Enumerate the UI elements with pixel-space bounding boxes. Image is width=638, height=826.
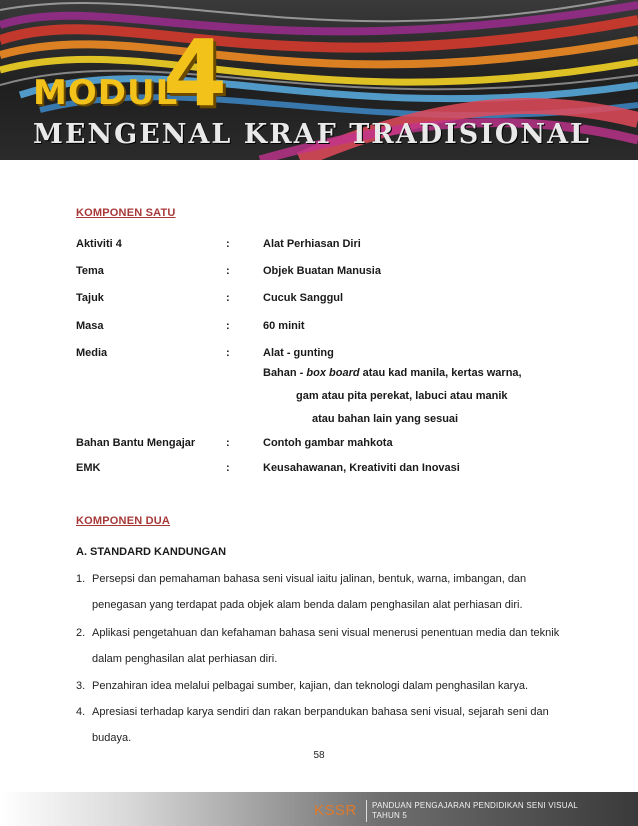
list-number: 4. <box>76 706 86 718</box>
info-value: Cucuk Sanggul <box>263 292 344 304</box>
info-colon: : <box>226 462 230 474</box>
info-label: Media <box>76 347 108 359</box>
info-row <box>76 292 596 308</box>
list-number: 1. <box>76 573 86 585</box>
header-banner <box>0 0 638 160</box>
info-row <box>76 462 596 478</box>
info-colon: : <box>226 292 230 304</box>
info-colon: : <box>226 320 230 332</box>
list-text: Penzahiran idea melalui pelbagai sumber, kajian, dan teknologi dalam penghasilan karya. <box>92 680 529 692</box>
list-number: 3. <box>76 680 86 692</box>
info-label: Bahan Bantu Mengajar <box>76 437 196 449</box>
media-continuation-line <box>263 367 522 379</box>
list-text: Apresiasi terhadap karya sendiri dan rakan berpandukan bahasa seni visual, sejarah seni dan <box>92 706 549 718</box>
info-label: EMK <box>76 462 101 474</box>
info-row <box>76 437 596 453</box>
footer-caption-line: PANDUAN PENGAJARAN PENDIDIKAN SENI VISUAL <box>372 801 578 810</box>
info-row <box>76 265 596 281</box>
module-title: MENGENAL KRAF TRADISIONAL <box>33 119 592 150</box>
info-label: Aktiviti 4 <box>76 238 122 250</box>
media-italic-text: box board <box>306 367 360 379</box>
media-continuation-line: gam atau pita perekat, labuci atau manik <box>296 390 508 402</box>
info-value: Objek Buatan Manusia <box>263 265 381 277</box>
media-continuation-line: atau bahan lain yang sesuai <box>312 413 459 425</box>
info-label: Tajuk <box>76 292 104 304</box>
list-number: 2. <box>76 627 86 639</box>
info-row <box>76 320 596 336</box>
footer-caption <box>372 801 578 821</box>
info-label: Tema <box>76 265 104 277</box>
footer-divider <box>366 800 367 822</box>
list-text: Persepsi dan pemahaman bahasa seni visual iaitu jalinan, bentuk, warna, imbangan, dan <box>92 573 527 585</box>
info-value: Contoh gambar mahkota <box>263 437 393 449</box>
list-text: dalam penghasilan alat perhiasan diri. <box>92 653 278 665</box>
section-title-komponen-dua: KOMPONEN DUA <box>76 515 171 527</box>
page-number: 58 <box>313 750 325 761</box>
info-row <box>76 238 596 254</box>
info-value: Alat - gunting <box>263 347 334 359</box>
footer-caption-line: TAHUN 5 <box>372 811 408 820</box>
info-value: 60 minit <box>263 320 305 332</box>
info-value: Alat Perhiasan Diri <box>263 238 361 250</box>
standard-heading: A. STANDARD KANDUNGAN <box>76 546 227 558</box>
info-row <box>76 347 596 363</box>
module-number: 4 <box>163 20 228 127</box>
list-text: Aplikasi pengetahuan dan kefahaman bahasa seni visual menerusi penentuan media dan teknik <box>92 627 560 639</box>
list-text: penegasan yang terdapat pada objek alam benda dalam penghasilan alat perhiasan diri. <box>92 599 523 611</box>
info-colon: : <box>226 347 230 359</box>
section-title-komponen-satu: KOMPONEN SATU <box>76 207 176 219</box>
info-label: Masa <box>76 320 104 332</box>
info-colon: : <box>226 238 230 250</box>
module-label: MODUL <box>33 73 179 113</box>
info-value: Keusahawanan, Kreativiti dan Inovasi <box>263 462 460 474</box>
media-text: atau kad manila, kertas warna, <box>359 367 522 379</box>
media-text: Bahan - <box>263 367 307 379</box>
info-colon: : <box>226 265 230 277</box>
list-text: budaya. <box>92 732 132 744</box>
footer-kssr-logo: KSSR <box>314 802 357 819</box>
info-colon: : <box>226 437 230 449</box>
